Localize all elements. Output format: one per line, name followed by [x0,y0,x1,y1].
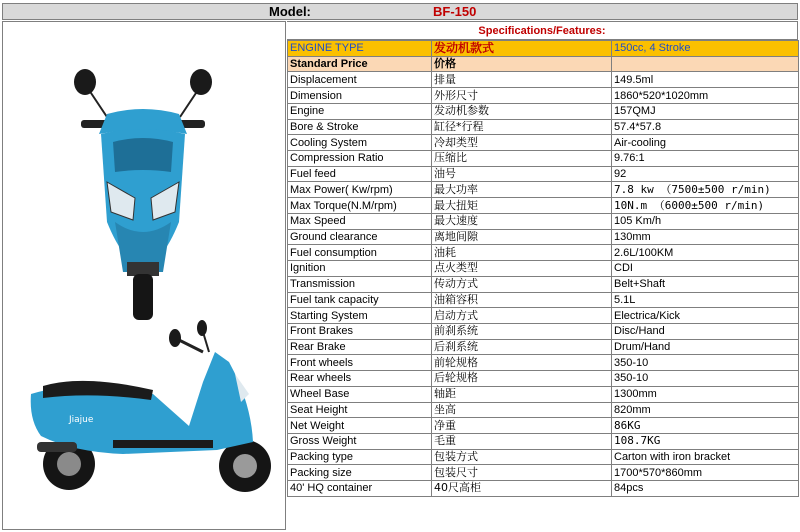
spec-label-en: Cooling System [288,135,432,151]
spec-label-en: Packing size [288,465,432,481]
spec-value: 2.6L/100KM [612,245,799,261]
scooter-side-view [31,320,271,492]
spec-row [288,198,799,214]
spec-label-cn: 后轮规格 [432,371,612,387]
spec-label-cn: 40尺高柜 [432,481,612,497]
spec-label-en: Ground clearance [288,229,432,245]
spec-label-cn: 排量 [432,72,612,88]
spec-label-en: Fuel feed [288,166,432,182]
spec-row [288,371,799,387]
spec-label-cn: 坐高 [432,402,612,418]
spec-value: 105 Km/h [612,213,799,229]
spec-row [288,245,799,261]
spec-value: Electrica/Kick [612,308,799,324]
photo-panel [2,21,286,530]
spec-value: 149.5ml [612,72,799,88]
spec-value: 1300mm [612,386,799,402]
spec-label-en: Ignition [288,261,432,277]
brand-decal: Jiajue [69,415,94,425]
spec-label-cn: 点火类型 [432,261,612,277]
spec-row [288,119,799,135]
model-header [2,3,798,20]
spec-row [288,72,799,88]
spec-label-en: Fuel tank capacity [288,292,432,308]
spec-label-cn: 油耗 [432,245,612,261]
spec-label-cn: 发动机参数 [432,103,612,119]
spec-row [288,308,799,324]
spec-row [288,449,799,465]
spec-label-en: Wheel Base [288,386,432,402]
spec-row [288,135,799,151]
spec-label-en: ENGINE TYPE [288,41,432,57]
spec-row [288,88,799,104]
engine-type-row [288,41,799,57]
spec-row [288,166,799,182]
spec-label-en: Packing type [288,449,432,465]
spec-value [612,56,799,72]
spec-label-en: Front Brakes [288,323,432,339]
spec-label-en: Fuel consumption [288,245,432,261]
spec-label-cn: 油箱容积 [432,292,612,308]
spec-value: 150cc, 4 Stroke [612,41,799,57]
spec-value: 10N.m （6000±500 r/min) [612,198,799,214]
spec-label-en: Max Torque(N.M/rpm) [288,198,432,214]
spec-table [287,40,799,497]
spec-label-en: Standard Price [288,56,432,72]
spec-label-cn: 冷却类型 [432,135,612,151]
spec-label-cn: 油号 [432,166,612,182]
spec-label-en: Rear Brake [288,339,432,355]
spec-row [288,355,799,371]
spec-label-cn: 毛重 [432,433,612,449]
spec-value: 9.76:1 [612,151,799,167]
spec-row [288,229,799,245]
spec-label-en: Engine [288,103,432,119]
spec-value: 57.4*57.8 [612,119,799,135]
spec-row [288,339,799,355]
spec-label-cn: 包装尺寸 [432,465,612,481]
model-value: BF-150 [433,4,477,19]
spec-value: 108.7KG [612,433,799,449]
spec-value: 7.8 kw （7500±500 r/min) [612,182,799,198]
spec-value: 84pcs [612,481,799,497]
spec-label-cn: 发动机款式 [432,41,612,57]
spec-value: 820mm [612,402,799,418]
spec-label-en: Max Power( Kw/rpm) [288,182,432,198]
spec-label-cn: 外形尺寸 [432,88,612,104]
spec-label-en: Net Weight [288,418,432,434]
spec-label-en: Seat Height [288,402,432,418]
spec-label-cn: 包装方式 [432,449,612,465]
spec-label-en: Bore & Stroke [288,119,432,135]
spec-label-en: Max Speed [288,213,432,229]
spec-label-cn: 离地间隙 [432,229,612,245]
spec-label-cn: 压缩比 [432,151,612,167]
spec-row [288,276,799,292]
scooter-front-image [3,22,287,531]
spec-label-en: Starting System [288,308,432,324]
spec-label-en: 40' HQ container [288,481,432,497]
spec-value: 350-10 [612,371,799,387]
spec-label-en: Compression Ratio [288,151,432,167]
spec-row [288,433,799,449]
spec-title: Specifications/Features: [287,21,798,40]
spec-value: 86KG [612,418,799,434]
spec-row [288,323,799,339]
model-label: Model: [269,4,311,19]
spec-row [288,386,799,402]
spec-label-cn: 缸径*行程 [432,119,612,135]
spec-label-cn: 价格 [432,56,612,72]
spec-label-en: Displacement [288,72,432,88]
spec-row [288,292,799,308]
spec-row [288,481,799,497]
spec-value: Belt+Shaft [612,276,799,292]
spec-value: Carton with iron bracket [612,449,799,465]
spec-label-en: Front wheels [288,355,432,371]
spec-row [288,418,799,434]
spec-row [288,182,799,198]
spec-label-en: Gross Weight [288,433,432,449]
spec-label-cn: 最大功率 [432,182,612,198]
scooter-front-view [74,69,212,320]
spec-row [288,402,799,418]
spec-value: 130mm [612,229,799,245]
spec-value: Drum/Hand [612,339,799,355]
spec-value: CDI [612,261,799,277]
spec-label-en: Rear wheels [288,371,432,387]
spec-label-cn: 最大速度 [432,213,612,229]
spec-label-cn: 净重 [432,418,612,434]
spec-row [288,213,799,229]
standard-price-row [288,56,799,72]
spec-label-cn: 前轮规格 [432,355,612,371]
spec-label-cn: 传动方式 [432,276,612,292]
spec-label-cn: 启动方式 [432,308,612,324]
spec-label-en: Transmission [288,276,432,292]
spec-label-cn: 最大扭矩 [432,198,612,214]
spec-label-en: Dimension [288,88,432,104]
spec-value: 5.1L [612,292,799,308]
spec-value: 1700*570*860mm [612,465,799,481]
spec-value: 350-10 [612,355,799,371]
spec-value: Air-cooling [612,135,799,151]
spec-value: 1860*520*1020mm [612,88,799,104]
spec-row [288,465,799,481]
spec-row [288,151,799,167]
spec-value: 92 [612,166,799,182]
spec-label-cn: 后刹系统 [432,339,612,355]
spec-row [288,261,799,277]
spec-row [288,103,799,119]
spec-value: Disc/Hand [612,323,799,339]
spec-value: 157QMJ [612,103,799,119]
spec-label-cn: 前刹系统 [432,323,612,339]
spec-label-cn: 轴距 [432,386,612,402]
